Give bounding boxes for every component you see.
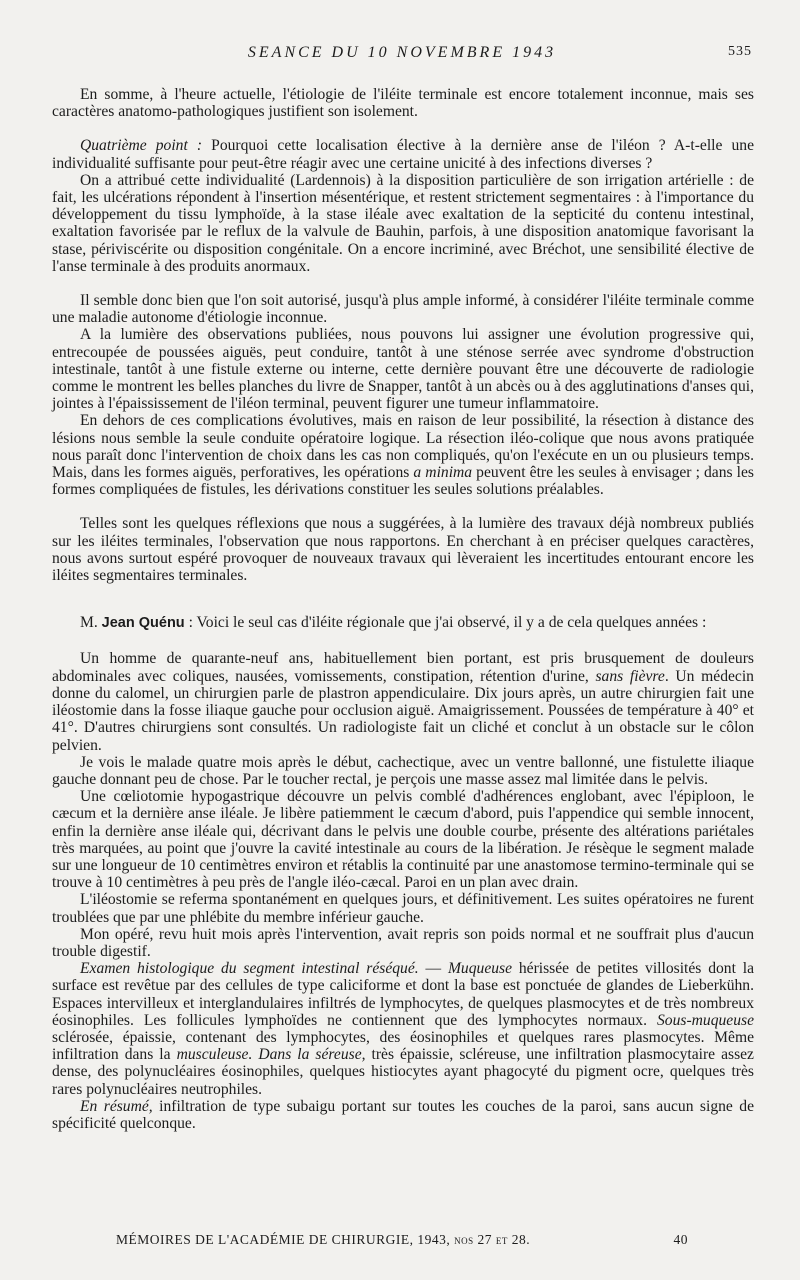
paragraph (52, 412, 754, 498)
page-footer (116, 1232, 688, 1248)
speaker-prefix: M. (80, 614, 102, 632)
paragraph-text: Il semble donc bien que l'on soit autorisé, jusqu'à plus ample informé, à considérer l'iléite terminale comme une maladie autonome d'étiologie inconnue. (52, 292, 754, 327)
paragraph-text: Une cœliotomie hypogastrique découvre un pelvis comblé d'adhérences englobant, avec l'épiploon, le cæcum et la dernière anse iléale. Je libère patiemment le cæcum d'abord, puis l'appendice qui semble innocent, enfin la dernière anse iléale qui, décrivant dans le pelvis une double courbe, présente des altérations pariétales très marquées, au point que j'ouvre la cavité intestinale au cours de la libération. Je résèque le segment malade sur une longueur de 10 centimètres environ et rétablis la continuité par une anastomose termino-terminale qui se trouve à 10 centimètres à peu près de l'angle iléo-cæcal. Paroi en un plan avec drain. (52, 788, 754, 892)
paragraph (52, 326, 754, 412)
paragraph (52, 614, 754, 632)
italic-phrase: sans fièvre (595, 667, 665, 685)
folio-number: 40 (673, 1232, 688, 1247)
paragraph-text: Pourquoi cette localisation élective à la dernière anse de l'iléon ? A-t-elle une individualité suffisante pour peut-être réagir avec une certaine unicité à des infections diverses ? (52, 137, 754, 172)
speaker-name: Jean Quénu (101, 615, 185, 632)
paragraph (52, 788, 754, 891)
running-header (52, 44, 752, 68)
paragraph (52, 1098, 754, 1132)
paragraph-text: En somme, à l'heure actuelle, l'étiologie de l'iléite terminale est encore totalement inconnue, mais ses caractères anatomo-pathologiques justifient son isolement. (52, 86, 754, 121)
paragraph (52, 137, 754, 171)
italic-phrase: musculeuse. Dans la séreuse, (176, 1046, 366, 1064)
paragraph-lead: En résumé, (80, 1097, 153, 1115)
journal-citation: MÉMOIRES DE L'ACADÉMIE DE CHIRURGIE, 1943, nos 27 et 28. (116, 1232, 531, 1247)
paragraph-text: L'iléostomie se referma spontanément en quelques jours, et définitivement. Les suites opératoires ne furent troublées que par une phlébite du membre inférieur gauche. (52, 891, 754, 926)
page-number: 535 (728, 44, 752, 59)
paragraph-text: . Un médecin donne du calomel, un chirurgien parle de plastron appendiculaire. Dix jours après, un autre chirurgien fait une iléostomie dans la fosse iliaque gauche pour occlusion aiguë. Amaigrissement. Poussées de température à 40° et 41°. D'autres chirurgiens sont consultés. Un radiologiste fait un cliché et conclut à un obstacle sur le côlon pelvien. (52, 667, 754, 754)
italic-phrase: Sous-muqueuse (656, 1011, 754, 1029)
paragraph (52, 515, 754, 584)
italic-phrase: Muqueuse (447, 960, 513, 978)
paragraph (52, 926, 754, 960)
paragraph-text: Mon opéré, revu huit mois après l'intervention, avait repris son poids normal et ne souffrait plus d'aucun trouble digestif. (52, 925, 754, 960)
paragraph-text: — (418, 960, 448, 978)
paragraph-text: Je vois le malade quatre mois après le début, cachectique, avec un ventre ballonné, une fistulette iliaque gauche donnant peu de chose. Par le toucher rectal, je perçois une masse assez mal limitée dans le pelvis. (52, 753, 754, 788)
paragraph-text: : Voici le seul cas d'iléite régionale que j'ai observé, il y a de cela quelques années : (184, 614, 707, 632)
paragraph (52, 172, 754, 275)
paragraph-text: Telles sont les quelques réflexions que nous a suggérées, à la lumière des travaux déjà nombreux publiés sur les iléites terminales, l'observation que nous rapportons. En cherchant à en préciser quelques caractères, nous avons surtout espéré provoquer de nouveaux travaux qui lèveraient les incertitudes entourant encore les iléites segmentaires terminales. (52, 515, 754, 585)
paragraph-text: A la lumière des observations publiées, nous pouvons lui assigner une évolution progressive qui, entrecoupée de poussées aiguës, peut conduire, tantôt à une sténose serrée avec syndrome d'obstruction intestinale, tantôt à une fistule externe ou interne, cette dernière pouvant être une découverte de radiologie comme le montrent les belles planches du livre de Snapper, tantôt à un abcès ou à des agglutinations d'anses qui, jointes à l'épaississement de l'iléon terminal, peuvent figurer une tumeur inflammatoire. (52, 326, 754, 413)
paragraph-text: Un homme de quarante-neuf ans, habituellement bien portant, est pris brusquement de douleurs abdominales avec coliques, nausées, vomissements, constipation, rétention d'urine, (52, 650, 754, 685)
paragraph-text: hérissée de petites villosités dont la surface est revêtue par des cellules de type caliciforme et dont la base est ponctuée de glandes de Lieberkühn. Espaces intervilleux et interglandulaires infiltrés de lymphocytes, de quelques plasmocytes et de très nombreux éosinophiles. Les follicules lymphoïdes ne contiennent que des lymphocytes normaux. (52, 960, 755, 1029)
paragraph-lead: Quatrième point : (80, 137, 203, 155)
paragraph (52, 650, 754, 753)
italic-phrase: a minima (413, 464, 473, 482)
paragraph (52, 754, 754, 788)
article-body (52, 86, 754, 1132)
paragraph (52, 292, 754, 326)
paragraph (52, 86, 754, 120)
paragraph-lead: Examen histologique du segment intestinal réséqué. (80, 960, 419, 978)
paragraph-text: peuvent être les seules à envisager ; dans les formes compliquées de fistules, les dérivations constituer les seules solutions préalables. (52, 464, 754, 499)
paragraph-text: très épaissie, scléreuse, une infiltration plasmocytaire assez dense, des polynucléaires éosinophiles, quelques histiocytes ayant phagocyté du pigment ocre, quelques très rares polynucléaires neutrophiles. (52, 1046, 754, 1098)
paragraph-text: sclérosée, épaissie, contenant des lymphocytes, des éosinophiles et quelques rares plasmocytes. Même infiltration dans la (52, 1028, 754, 1064)
paragraph (52, 960, 754, 1098)
paragraph-text: En dehors de ces complications évolutives, mais en raison de leur possibilité, la résection à distance des lésions nous semble la seule conduite opératoire logique. La résection iléo-colique que nous avons pratiquée nous paraît donc l'intervention de choix dans les cas non compliqués, qu'on l'exécute en un ou plusieurs temps. Mais, dans les formes aiguës, perforatives, les opérations (52, 412, 754, 482)
paragraph-text: infiltration de type subaigu portant sur toutes les couches de la paroi, sans aucun signe de spécificité quelconque. (52, 1097, 754, 1132)
running-title: SEANCE DU 10 NOVEMBRE 1943 (247, 44, 557, 61)
paragraph-text: On a attribué cette individualité (Lardennois) à la disposition particulière de son irrigation artérielle : de fait, les ulcérations répondent à l'insertion mésentérique, et restent strictement segmentaires : à l'importance du développement du tissu lymphoïde, à la stase iléale avec exaltation de la septicité du contenu intestinal, exaltation favorisée par le reflux de la valvule de Bauhin, parfois, à une disposition anatomique favorisant la stase, périviscérite ou disposition congénitale. On a encore incriminé, avec Bréchot, une sensibilité élective de l'anse terminale à des produits anormaux. (52, 171, 754, 275)
paragraph (52, 891, 754, 925)
